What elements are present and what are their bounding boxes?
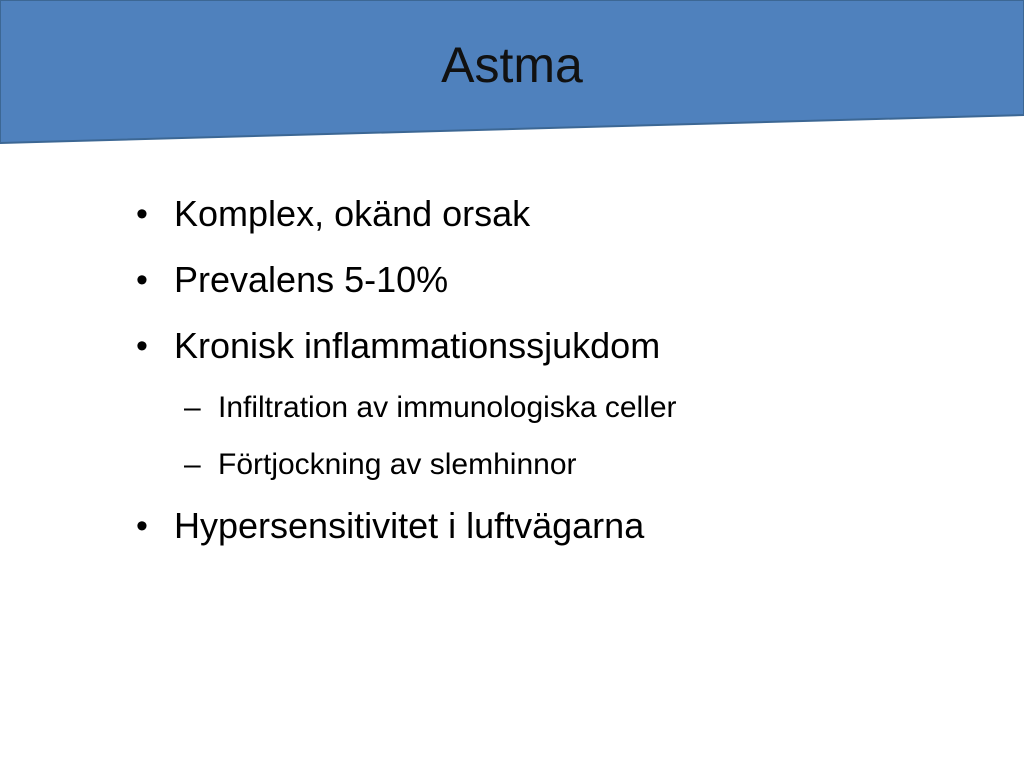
- bullet-item-prevalence: [136, 252, 956, 308]
- bullet-list: [136, 186, 956, 564]
- sub-bullet-group: [136, 384, 956, 489]
- bullet-text: Hypersensitivitet i luftvägarna: [174, 505, 645, 546]
- bullet-marker: •: [136, 507, 148, 545]
- sub-bullet-item-infiltration: [136, 384, 956, 432]
- bullet-text: Komplex, okänd orsak: [174, 193, 531, 234]
- bullet-text: Kronisk inflammationssjukdom: [174, 325, 661, 366]
- sub-bullet-marker: –: [184, 391, 201, 424]
- sub-bullet-item-thickening: [136, 441, 956, 489]
- bullet-marker: •: [136, 195, 148, 233]
- sub-bullet-text: Infiltration av immunologiska celler: [218, 391, 677, 424]
- bullet-item-complex-cause: [136, 186, 956, 242]
- bullet-text: Prevalens 5-10%: [174, 259, 449, 300]
- bullet-marker: •: [136, 327, 148, 365]
- sub-bullet-marker: –: [184, 448, 201, 481]
- sub-bullet-list: [136, 384, 956, 489]
- sub-bullet-text: Förtjockning av slemhinnor: [218, 448, 577, 481]
- bullet-marker: •: [136, 261, 148, 299]
- slide-title: Astma: [441, 37, 583, 93]
- bullet-item-hypersensitivity: [136, 498, 956, 554]
- bullet-item-chronic-inflammation: [136, 318, 956, 374]
